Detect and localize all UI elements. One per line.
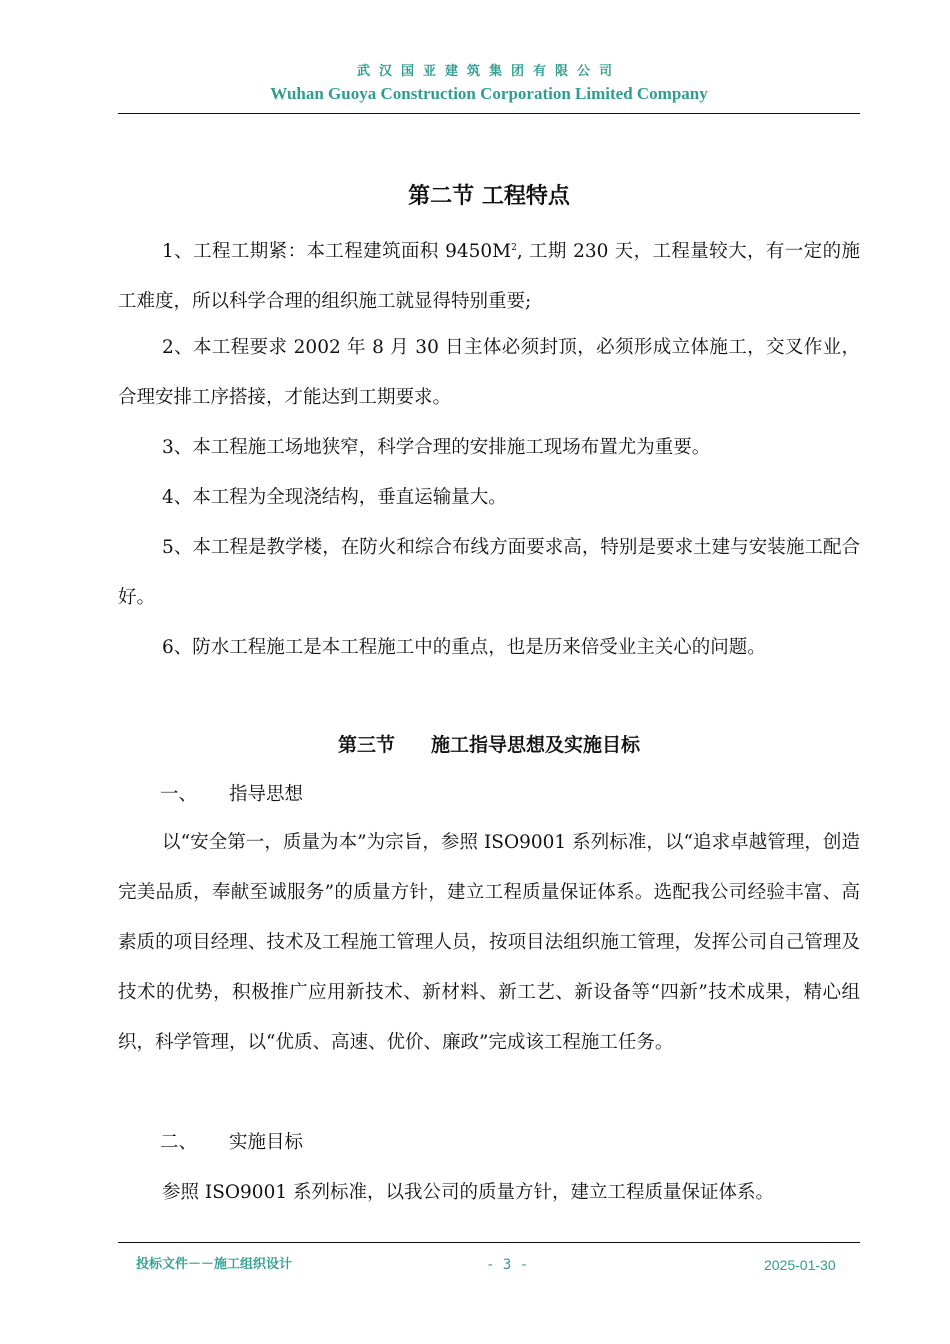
section3-title-number: 第三节 <box>337 734 395 756</box>
footer-document-type: 投标文件－－施工组织设计 <box>136 1257 293 1272</box>
footer-page-number: - 3 - <box>486 1257 529 1273</box>
page-header <box>118 62 860 106</box>
section2-item-1: 1、工程工期紧：本工程建筑面积 $9450M^2$, 工期 230 天，工程量较大，有一定的施工难度，所以科学合理的组织施工就显得特别重要; <box>118 241 860 313</box>
section2-item-4: 4、本工程为全现浇结构，垂直运输量大。 <box>162 487 507 508</box>
section2-title: 第二节 工程特点 <box>408 183 570 209</box>
company-name-cn: 武汉国亚建筑集团有限公司 <box>356 64 621 79</box>
subheading-implementation-goals: 二、 实施目标 <box>160 1132 304 1153</box>
section2-item-5: 5、本工程是教学楼，在防火和综合布线方面要求高，特别是要求土建与安装施工配合好。 <box>118 537 860 608</box>
section3-title <box>118 730 860 760</box>
footer-date: 2025-01-30 <box>764 1257 836 1273</box>
section2-item-2: 2、本工程要求 2002 年 8 月 30 日主体必须封顶，必须形成立体施工，交叉作业，合理安排工序搭接，才能达到工期要求。 <box>118 337 860 408</box>
footer-rule <box>118 1242 860 1243</box>
subheading-guiding-ideas: 一、 指导思想 <box>160 784 304 805</box>
guiding-ideas-paragraph: 以“安全第一，质量为本”为宗旨，参照 ISO9001 系列标准，以“追求卓越管理，创造完美品质，奉献至诚服务”的质量方针，建立工程质量保证体系。选配我公司经验丰富、高素质的项目经理、技术及工程施工管理人员，按项目法组织施工管理，发挥公司自己管理及技术的优势，积极推广应用新技术、新材料、新工艺、新设备等“四新”技术成果，精心组织，科学管理，以“优质、高速、优价、廉政”完成该工程施工任务。 <box>118 832 860 1053</box>
section2-item-6: 6、防水工程施工是本工程施工中的重点，也是历来倍受业主关心的问题。 <box>162 637 766 658</box>
header-rule <box>118 113 860 114</box>
company-name-en: Wuhan Guoya Construction Corporation Limited Company <box>270 84 708 103</box>
implementation-goals-paragraph: 参照 ISO9001 系列标准，以我公司的质量方针，建立工程质量保证体系。 <box>162 1182 774 1203</box>
section3-title-text: 施工指导思想及实施目标 <box>431 734 641 756</box>
section2-item-3: 3、本工程施工场地狭窄，科学合理的安排施工现场布置尤为重要。 <box>162 437 711 458</box>
